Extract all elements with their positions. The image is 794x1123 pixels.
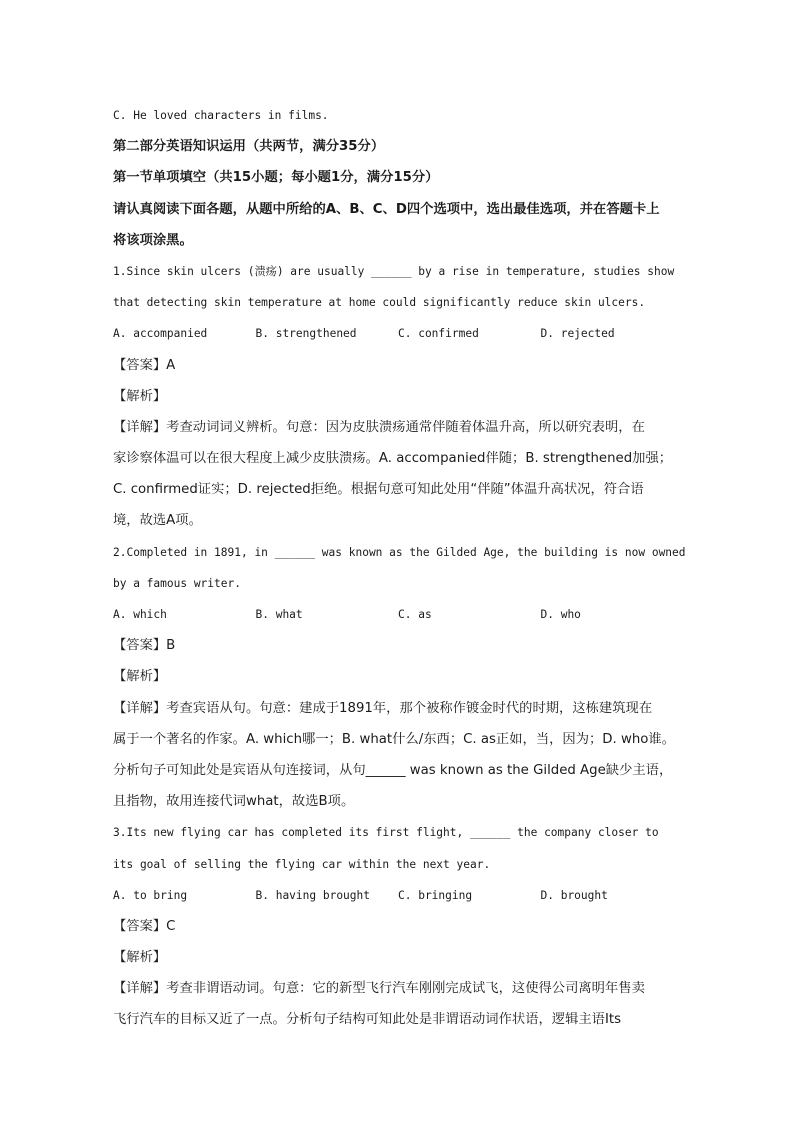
option-a: A. which — [113, 608, 167, 621]
analysis-detail: 家诊察体温可以在很大程度上减少皮肤溃疡。A. accompanied伴随；B. strengthened加强； — [113, 451, 673, 467]
question-stem: that detecting skin temperature at home could significantly reduce skin ulcers. — [113, 296, 646, 310]
option-d: D. who — [540, 608, 581, 621]
analysis-detail: 且指物，故用连接代词what，故选B项。 — [113, 794, 355, 810]
option-c: C. bringing — [398, 888, 473, 902]
answer-label: 【答案】A — [113, 357, 176, 373]
previous-option: C. He loved characters in films. — [113, 109, 329, 122]
question-1 — [113, 256, 683, 537]
option-row — [113, 880, 683, 911]
question-stem: 2.Completed in 1891, in ______ was known as the Gilded Age, the building is now owned — [113, 545, 686, 559]
question-3 — [113, 817, 683, 1035]
analysis-detail: 【详解】考查非谓语动词。句意：它的新型飞行汽车刚刚完成试飞，这使得公司离明年售卖 — [113, 981, 645, 997]
section-title: 第一节单项填空（共15小题；每小题1分，满分15分） — [113, 170, 439, 186]
option-b: B. having brought — [255, 888, 371, 902]
analysis-detail: C. confirmed证实；D. rejected拒绝。根据句意可知此处用“伴随”体温升高状况，符合语 — [113, 482, 644, 498]
answer-label: 【答案】C — [113, 918, 176, 934]
question-stem: 1.Since skin ulcers (溃疡) are usually ______ by a rise in temperature, studies show — [113, 264, 675, 278]
question-stem: its goal of selling the flying car within the next year. — [113, 857, 491, 871]
analysis-detail: 境，故选A项。 — [113, 513, 202, 529]
option-c: C. as — [398, 608, 432, 621]
option-d: D. brought — [540, 888, 608, 902]
question-stem: 3.Its new flying car has completed its first flight, ______ the company closer to — [113, 826, 659, 840]
option-d: D. rejected — [540, 327, 615, 341]
instruction-line-2: 将该项涂黑。 — [113, 232, 193, 248]
question-2 — [113, 537, 686, 818]
question-stem: by a famous writer. — [113, 576, 241, 590]
option-b: B. strengthened — [255, 327, 357, 341]
option-a: A. accompanied — [113, 327, 208, 341]
option-c: C. confirmed — [398, 327, 479, 341]
analysis-detail: 【详解】考查动词词义辨析。句意：因为皮肤溃疡通常伴随着体温升高，所以研究表明，在 — [113, 419, 645, 435]
document-page — [113, 100, 686, 1036]
analysis-label: 【解析】 — [113, 950, 167, 966]
option-a: A. to bring — [113, 888, 188, 902]
analysis-detail: 分析句子可知此处是宾语从句连接词，从句______ was known as the Gilded Age缺少主语， — [113, 762, 673, 778]
analysis-detail: 【详解】考查宾语从句。句意：建成于1891年，那个被称作镀金时代的时期，这栋建筑现在 — [113, 700, 653, 716]
analysis-detail: 属于一个著名的作家。A. which哪一；B. what什么/东西；C. as正如，当，因为；D. who谁。 — [113, 731, 676, 747]
answer-label: 【答案】B — [113, 638, 176, 654]
instruction-line-1: 请认真阅读下面各题，从题中所给的A、B、C、D四个选项中，选出最佳选项，并在答题卡上 — [113, 201, 660, 217]
analysis-label: 【解析】 — [113, 388, 167, 404]
analysis-detail: 飞行汽车的目标又近了一点。分析句子结构可知此处是非谓语动词作状语，逻辑主语Its — [113, 1012, 622, 1028]
option-row — [113, 599, 683, 630]
option-b: B. what — [255, 608, 303, 621]
analysis-label: 【解析】 — [113, 669, 167, 685]
part-title: 第二部分英语知识运用（共两节，满分35分） — [113, 139, 385, 155]
option-row — [113, 318, 683, 349]
